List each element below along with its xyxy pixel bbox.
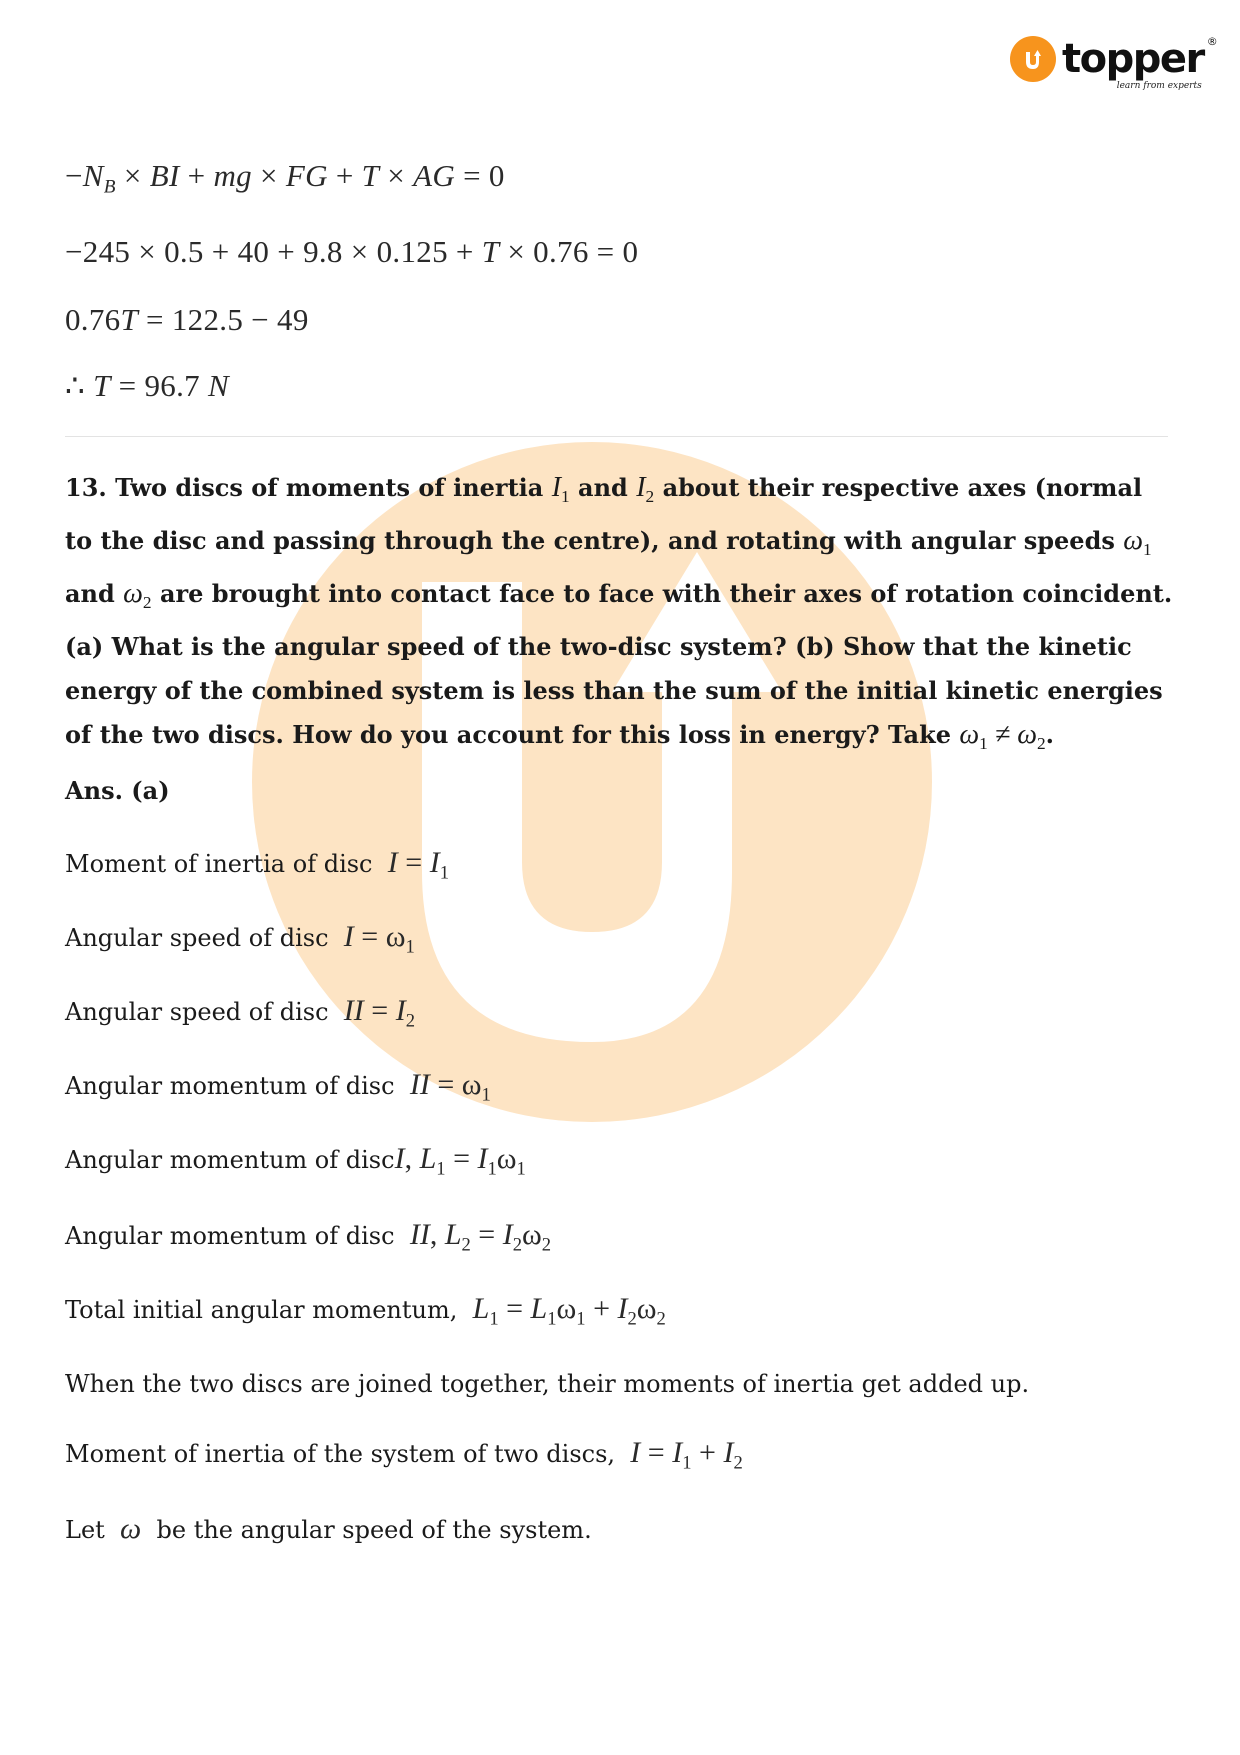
answer-line-2: Angular speed of disc $I = \omega_1$ [65, 920, 415, 958]
logo-badge-icon [1010, 36, 1056, 82]
equation-4: ∴ T = 96.7 N [65, 368, 229, 403]
equation-3: 0.76T = 122.5 − 49 [65, 302, 309, 337]
registered-mark: ® [1206, 35, 1218, 48]
answer-line-5: Angular momentum of discI, $L_1 = I_1\omega_1$ [65, 1142, 526, 1180]
section-divider [65, 436, 1168, 437]
topper-logo [1010, 35, 1218, 91]
answer-line-10: Let ω be the angular speed of the system. [65, 1512, 592, 1545]
answer-line-1: Moment of inertia of disc $I = I_1$ [65, 846, 449, 884]
answer-line-7: Total initial angular momentum, $L_1 = L_1\omega_1 + I_2\omega_2$ [65, 1292, 666, 1330]
equation-2: −245 × 0.5 + 40 + 9.8 × 0.125 + T × 0.76 = 0 [65, 234, 639, 269]
question-13: 13. Two discs of moments of inertia $I_1$ and $I_2$ about their respective axes (normal to the disc and passing through the centre), and rotating with angular speeds $\omega_1$ and $\omega_2$ are brought into contact face to face with their axes of rotation coincident. (a) What is the angular speed of the two-disc system? (b) Show that the kinetic energy of the combined system is less than the sum of the initial kinetic energies of the two discs. How do you account for this loss in energy? Take $\omega_1 \ne \omega_2$. [65, 472, 1173, 754]
answer-line-3: Angular speed of disc II = $I_2$ [65, 994, 415, 1032]
answer-line-6: Angular momentum of disc II, $L_2 = I_2\omega_2$ [65, 1218, 552, 1256]
answer-line-9: Moment of inertia of the system of two discs, $I = I_1 + I_2$ [65, 1436, 743, 1474]
answer-line-4: Angular momentum of disc II = $\omega_1$ [65, 1068, 491, 1106]
answer-label: Ans. (a) [65, 776, 170, 805]
logo-tagline: learn from experts [1116, 81, 1202, 91]
answer-line-8: When the two discs are joined together, their moments of inertia get added up. [65, 1370, 1030, 1398]
equation-1: $-N_B$ × BI + mg × FG + T × AG = 0 [65, 158, 505, 198]
logo-wordmark: topper [1062, 36, 1204, 82]
